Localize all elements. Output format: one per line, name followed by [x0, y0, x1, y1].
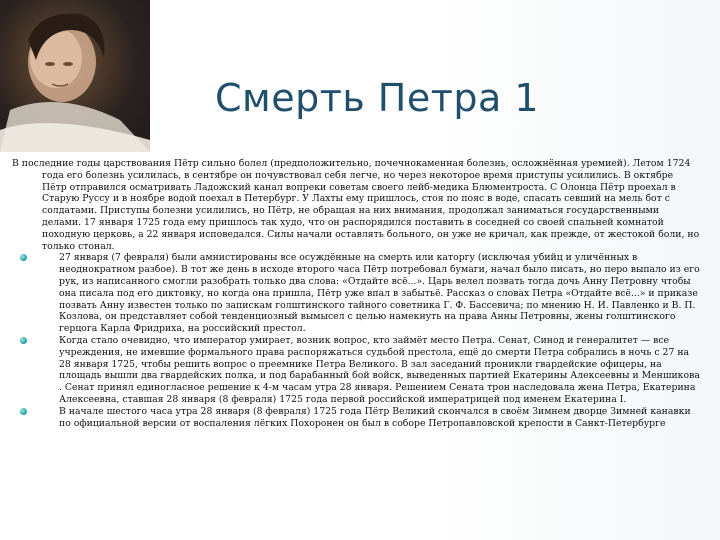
list-item	[42, 335, 700, 406]
paragraph-3: Когда стало очевидно, что император умирает, возник вопрос, кто займёт место Петра. Сенат, Синод и генералитет — все учреждения, не имевшие формального права распоряжаться судьбой престола, ещё до смерти Петра собрались в ночь с 27 на 28 января 1725, чтобы решить вопрос о преемнике Петра Великого. В зал заседаний проникли гвардейские офицеры, на площадь вышли два гвардейских полка, и под барабанный бой войск, выведенных партией Екатерины Алексеевны и Меншикова . Сенат принял единогласное решение к 4-м часам утра 28 января. Решением Сената трон наследовала жена Петра, Екатерина Алексеевна, ставшая 28 января (8 февраля) 1725 года первой российской императрицей под именем Екатерина I.	[59, 334, 700, 405]
slide-title: Смерть Петра 1	[215, 76, 540, 120]
list-item	[42, 252, 700, 335]
portrait-image	[0, 0, 150, 152]
paragraph-4: В начале шестого часа утра 28 января (8 февраля) 1725 года Пётр Великий скончался в своём Зимнем дворце Зимней канавки по официальной версии от воспаления лёгких Похоронен он был в соборе Петропавловской крепости в Санкт-Петербурге	[59, 405, 691, 429]
paragraph-1: В последние годы царствования Пётр сильно болел (предположительно, почечнокаменная болезнь, осложнённая уремией). Летом 1724 года его болезнь усилилась, в сентябре он почувствовал себя легче, но через некоторое время приступы усилились. В октябре Пётр отправился осматривать Ладожский канал вопреки советам своего лейб-медика Блюментроста. С Олонца Пётр проехал в Старую Руссу и в ноябре водой поехал в Петербург. У Лахты ему пришлось, стоя по пояс в воде, спасать севший на мель бот с солдатами. Приступы болезни усилились, но Пётр, не обращая на них внимания, продолжал заниматься государственными делами. 17 января 1725 года ему пришлось так худо, что он распорядился поставить в соседней со своей спальней комнатой походную церковь, а 22 января исповедался. Силы начали оставлять больного, он уже не кричал, как прежде, от жестокой боли, но только стонал.	[12, 158, 700, 252]
slide-body	[12, 158, 700, 429]
paragraph-2: 27 января (7 февраля) были амнистированы все осуждённые на смерть или каторгу (исключая убийц и уличённых в неоднократном разбое). В тот же день в исходе второго часа Пётр потребовал бумаги, начал было писать, но перо выпало из его рук, из написанного смогли разобрать только два слова: «Отдайте всё...». Царь велел позвать тогда дочь Анну Петровну чтобы она писала под его диктовку, но когда она пришла, Пётр уже впал в забытьё. Рассказ о словах Петра «Отдайте всё...» и приказе позвать Анну известен только по запискам голштинского тайного советника Г. Ф. Бассевича; по мнению Н. И. Павленко и В. П. Козлова, он представляет собой тенденциозный вымысел с целью намекнуть на права Анны Петровны, жены голштинского герцога Карла Фридриха, на российский престол.	[59, 252, 700, 335]
list-item	[42, 406, 700, 430]
portrait-icon	[0, 0, 150, 152]
